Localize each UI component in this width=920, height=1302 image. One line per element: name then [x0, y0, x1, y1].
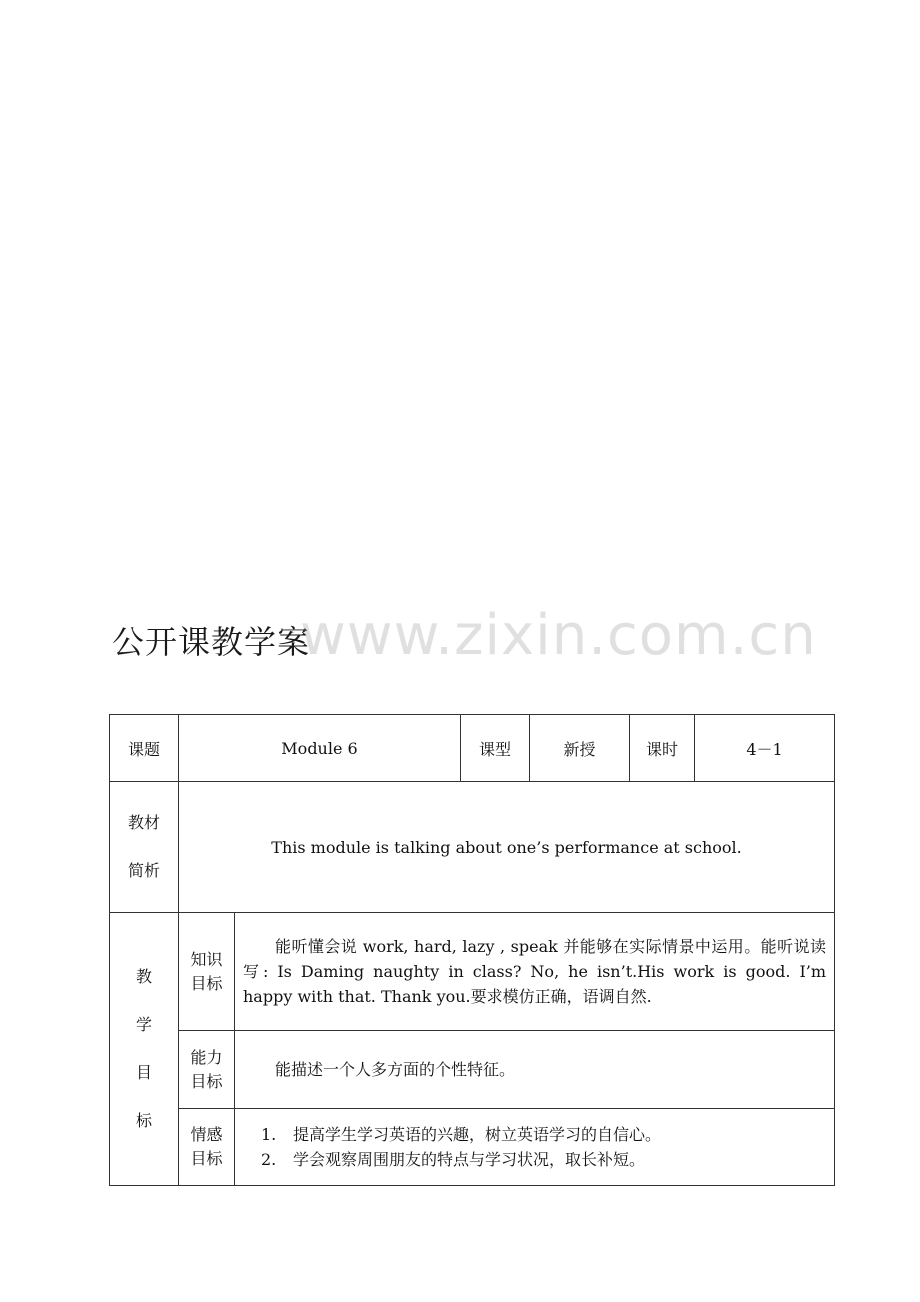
type-label: 课型 [461, 715, 530, 782]
list-item-number: 2. [261, 1150, 277, 1169]
ability-text: 能描述一个人多方面的个性特征。 [275, 1060, 516, 1079]
list-item-text: 提高学生学习英语的兴趣，树立英语学习的自信心。 [293, 1125, 662, 1144]
analysis-label-line2: 简析 [127, 861, 160, 880]
ability-label-line2: 目标 [190, 1071, 223, 1091]
emotion-label-line2: 目标 [190, 1149, 223, 1168]
knowledge-cell [235, 913, 835, 1031]
page-title: 公开课教学案 [112, 623, 311, 661]
table-row-topic [110, 715, 835, 782]
knowledge-label [179, 913, 235, 1031]
table-row-analysis [110, 782, 835, 913]
table-row-emotion-goal [110, 1109, 835, 1186]
goals-label-char-3: 目 [135, 1063, 152, 1082]
goals-label-char-2: 学 [135, 1015, 152, 1034]
list-item [261, 1147, 826, 1172]
ability-cell [235, 1031, 835, 1109]
goals-label [110, 913, 179, 1186]
ability-label-line1: 能力 [190, 1047, 223, 1067]
ability-label [179, 1031, 235, 1109]
period-label: 课时 [630, 715, 695, 782]
goals-label-char-1: 教 [135, 967, 152, 986]
knowledge-text: 能听懂会说 work, hard, lazy , speak 并能够在实际情景中运用。能听说读写: Is Daming naughty in class? No, he isn’t.His work is good. I’m happy with that. Thank you.要求模仿正确，语调自然. [243, 937, 827, 1006]
knowledge-label-line2: 目标 [190, 973, 223, 993]
list-item-number: 1. [261, 1125, 277, 1144]
topic-value: Module 6 [179, 715, 461, 782]
lesson-plan-table [109, 714, 835, 1186]
goals-label-char-4: 标 [135, 1111, 152, 1130]
topic-label: 课题 [110, 715, 179, 782]
type-value: 新授 [530, 715, 630, 782]
table-row-knowledge-goal [110, 913, 835, 1031]
emotion-label [179, 1109, 235, 1186]
emotion-cell [235, 1109, 835, 1186]
emotion-goal-list [235, 1122, 834, 1172]
list-item-text: 学会观察周围朋友的特点与学习状况，取长补短。 [293, 1150, 646, 1169]
watermark: www.zixin.com.cn [300, 603, 817, 668]
knowledge-label-line1: 知识 [190, 949, 223, 969]
analysis-label [110, 782, 179, 913]
list-item [261, 1122, 826, 1147]
table-row-ability-goal [110, 1031, 835, 1109]
analysis-label-line1: 教材 [127, 813, 160, 832]
analysis-text: This module is talking about one’s performance at school. [179, 782, 835, 913]
emotion-label-line1: 情感 [190, 1125, 223, 1144]
period-value: 4－1 [695, 715, 835, 782]
